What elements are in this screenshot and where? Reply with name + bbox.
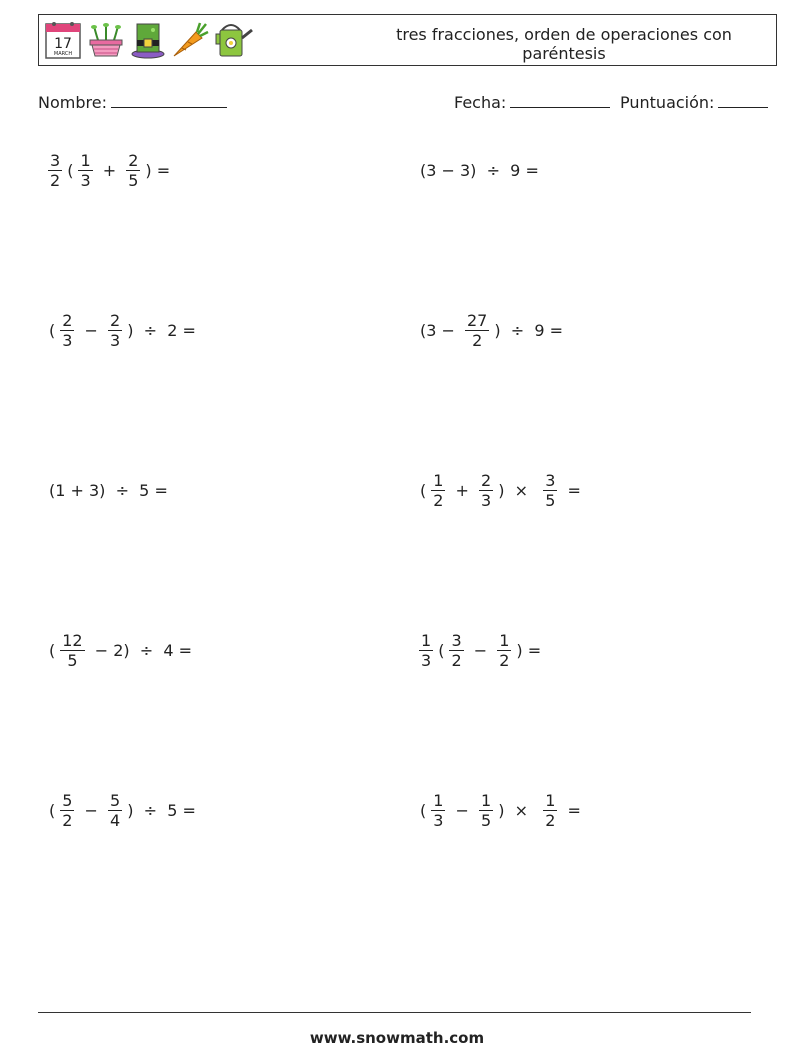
fraction: [543, 791, 557, 830]
header-icons: [44, 19, 254, 61]
fraction: [497, 631, 511, 670]
expression-text: (3 −: [420, 320, 460, 340]
fraction: [60, 791, 74, 830]
expression-text: ) =: [145, 160, 171, 180]
footer-divider: [38, 1012, 751, 1013]
fraction: [543, 471, 557, 510]
denominator: 3: [481, 490, 492, 510]
expression-text: (3 − 3) ÷ 9 =: [420, 160, 539, 180]
numerator: 2: [128, 150, 139, 170]
title-line-1: tres fracciones, orden de operaciones con: [396, 25, 732, 44]
denominator: 4: [110, 810, 121, 830]
fraction: [60, 631, 84, 670]
numerator: 3: [451, 630, 462, 650]
numerator: 2: [481, 470, 492, 490]
numerator: 2: [110, 310, 121, 330]
sprout-pot-icon: [86, 20, 126, 60]
name-field[interactable]: [38, 93, 227, 112]
expression-text: ) ÷ 2 =: [127, 320, 196, 340]
expression-text: +: [97, 160, 122, 180]
score-field[interactable]: [620, 93, 768, 112]
problem-5: [46, 465, 171, 515]
score-label: Puntuación:: [620, 93, 715, 112]
numerator: 5: [110, 790, 121, 810]
denominator: 5: [481, 810, 492, 830]
worksheet-title: [379, 25, 749, 63]
footer-website: www.snowmath.com: [309, 1029, 485, 1047]
expression-text: ) ÷ 5 =: [127, 800, 196, 820]
expression-text: −: [79, 800, 104, 820]
fraction: [431, 791, 445, 830]
fraction: [60, 311, 74, 350]
denominator: 3: [433, 810, 444, 830]
fraction: [449, 631, 463, 670]
denominator: 3: [80, 170, 91, 190]
denominator: 2: [472, 330, 483, 350]
expression-text: −: [468, 640, 493, 660]
denominator: 5: [67, 650, 78, 670]
denominator: 2: [62, 810, 73, 830]
date-field[interactable]: [454, 93, 610, 112]
expression-text: −: [450, 800, 475, 820]
numerator: 2: [62, 310, 73, 330]
svg-text:MARCH: MARCH: [53, 51, 73, 57]
calendar-icon: [44, 20, 82, 60]
fraction: [431, 471, 445, 510]
expression-text: (: [438, 640, 445, 660]
name-label: Nombre:: [38, 93, 107, 112]
numerator: 1: [545, 790, 556, 810]
leprechaun-hat-icon: [130, 20, 166, 60]
expression-text: ) ÷ 9 =: [494, 320, 564, 340]
numerator: 1: [481, 790, 492, 810]
score-blank[interactable]: [718, 93, 768, 108]
expression-text: =: [562, 800, 581, 820]
expression-text: ) ×: [498, 800, 539, 820]
date-label: Fecha:: [454, 93, 507, 112]
fraction: [108, 311, 122, 350]
problem-8: [417, 625, 544, 675]
fraction: [479, 791, 493, 830]
problem-6: [417, 465, 584, 515]
worksheet-header: [38, 14, 777, 66]
numerator: 27: [467, 310, 488, 330]
problem-4: [417, 305, 566, 355]
numerator: 1: [433, 790, 444, 810]
numerator: 1: [433, 470, 444, 490]
expression-text: (: [420, 480, 427, 500]
expression-text: (: [67, 160, 74, 180]
fraction: [479, 471, 493, 510]
expression-text: (: [49, 800, 56, 820]
expression-text: (1 + 3) ÷ 5 =: [49, 480, 168, 500]
fraction: [108, 791, 122, 830]
numerator: 1: [80, 150, 91, 170]
problem-7: [46, 625, 195, 675]
problem-10: [417, 785, 584, 835]
problem-1: [46, 145, 173, 195]
denominator: 5: [545, 490, 556, 510]
fraction: [465, 311, 489, 350]
fraction: [48, 151, 62, 190]
expression-text: (: [420, 800, 427, 820]
denominator: 3: [62, 330, 73, 350]
numerator: 12: [62, 630, 83, 650]
denominator: 2: [451, 650, 462, 670]
expression-text: (: [49, 320, 56, 340]
carrot-icon: [170, 20, 210, 60]
numerator: 5: [62, 790, 73, 810]
denominator: 2: [545, 810, 556, 830]
problem-3: [46, 305, 199, 355]
expression-text: ) ×: [498, 480, 539, 500]
denominator: 2: [499, 650, 510, 670]
watering-can-icon: [214, 20, 254, 60]
name-blank[interactable]: [111, 93, 227, 108]
svg-text:17: 17: [54, 36, 72, 52]
numerator: 1: [421, 630, 432, 650]
expression-text: =: [562, 480, 581, 500]
denominator: 3: [110, 330, 121, 350]
expression-text: − 2) ÷ 4 =: [89, 640, 193, 660]
fraction: [126, 151, 140, 190]
denominator: 2: [50, 170, 61, 190]
denominator: 5: [128, 170, 139, 190]
problem-2: [417, 145, 542, 195]
date-blank[interactable]: [510, 93, 610, 108]
expression-text: +: [450, 480, 475, 500]
fraction: [419, 631, 433, 670]
fraction: [78, 151, 92, 190]
numerator: 3: [50, 150, 61, 170]
numerator: 3: [545, 470, 556, 490]
expression-text: −: [79, 320, 104, 340]
denominator: 3: [421, 650, 432, 670]
expression-text: ) =: [516, 640, 542, 660]
denominator: 2: [433, 490, 444, 510]
problem-9: [46, 785, 199, 835]
expression-text: (: [49, 640, 56, 660]
numerator: 1: [499, 630, 510, 650]
title-line-2: paréntesis: [522, 44, 606, 63]
